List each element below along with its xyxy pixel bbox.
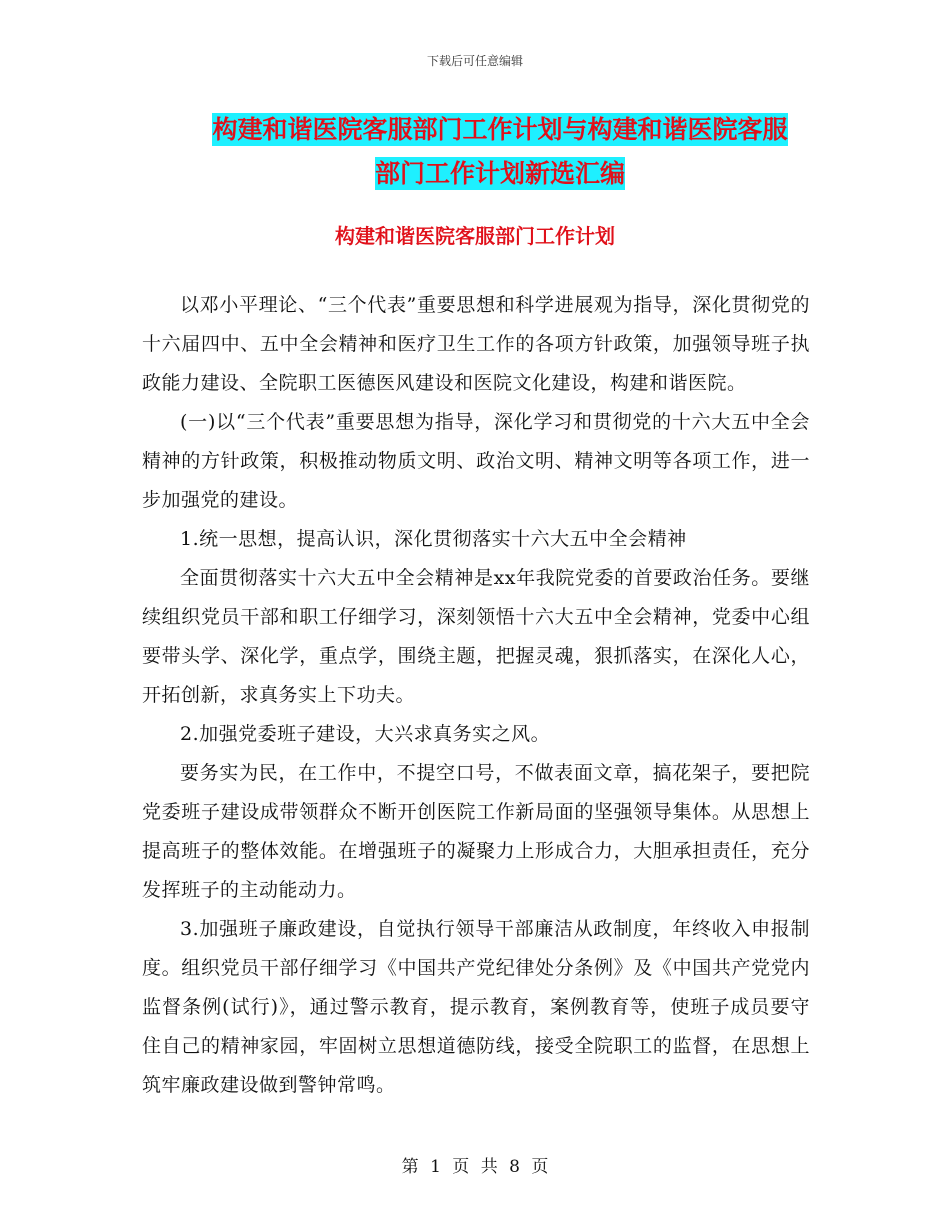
document-title-line-2: 部门工作计划新选汇编	[374, 159, 625, 188]
paragraph-item-3: 3.加强班子廉政建设，自觉执行领导干部廉洁从政制度，年终收入申报制度。组织党员干部仔细学习《中国共产党纪律处分条例》及《中国共产党党内监督条例(试行)》，通过警示教育，提示教育，案例教育等，使班子成员要守住自己的精神家园，牢固树立思想道德防线，接受全院职工的监督，在思想上筑牢廉政建设做到警钟常鸣。	[142, 918, 810, 1096]
header-note: 下载后可任意编辑	[426, 54, 523, 68]
page-footer: 第 1 页 共 8 页	[401, 1157, 549, 1177]
paragraph-item-1-heading: 1.统一思想，提高认识，深化贯彻落实十六大五中全会精神	[180, 528, 687, 550]
paragraph-intro: 以邓小平理论、“三个代表”重要思想和科学进展观为指导，深化贯彻党的十六届四中、五中全会精神和医疗卫生工作的各项方针政策，加强领导班子执政能力建设、全院职工医德医风建设和医院文化建设，构建和谐医院。	[142, 294, 810, 394]
paragraph-item-2-heading: 2.加强党委班子建设，大兴求真务实之风。	[180, 723, 551, 745]
document-title	[150, 108, 850, 196]
paragraph-item-2-body: 要务实为民，在工作中，不提空口号，不做表面文章，搞花架子，要把院党委班子建设成带领群众不断开创医院工作新局面的坚强领导集体。从思想上提高班子的整体效能。在增强班子的凝聚力上形成合力，大胆承担责任，充分发挥班子的主动能动力。	[142, 762, 810, 901]
paragraph-item-1-body: 全面贯彻落实十六大五中全会精神是xx年我院党委的首要政治任务。要继续组织党员干部和职工仔细学习，深刻领悟十六大五中全会精神，党委中心组要带头学、深化学，重点学，围绕主题，把握灵魂，狠抓落实，在深化人心，开拓创新，求真务实上下功夫。	[142, 567, 810, 706]
paragraph-section-one: (一)以“三个代表”重要思想为指导，深化学习和贯彻党的十六大五中全会精神的方针政策，积极推动物质文明、政治文明、精神文明等各项工作，进一步加强党的建设。	[142, 411, 810, 511]
document-title-line-1: 构建和谐医院客服部门工作计划与构建和谐医院客服	[212, 115, 788, 144]
document-body	[142, 286, 810, 1105]
section-title: 构建和谐医院客服部门工作计划	[335, 224, 615, 248]
